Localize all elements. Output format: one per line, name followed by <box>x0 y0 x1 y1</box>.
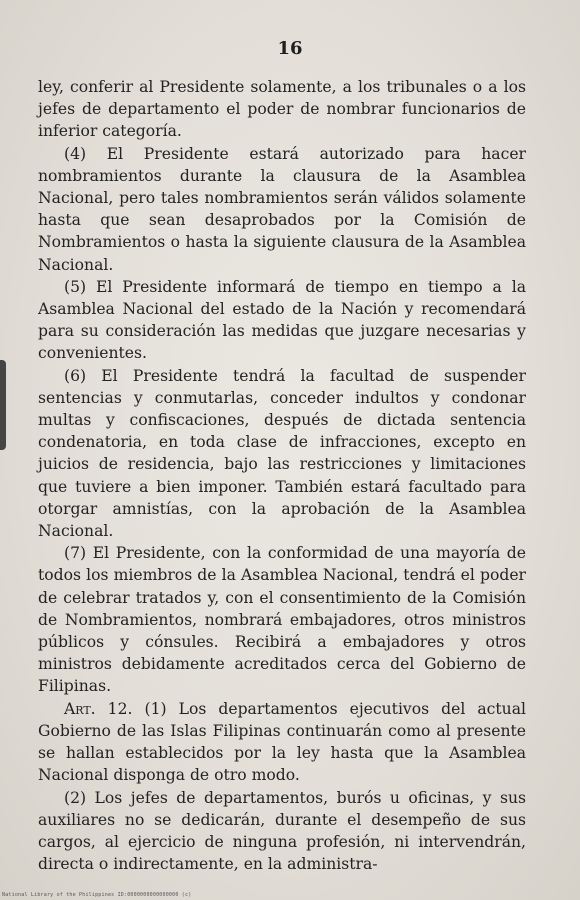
article-label: Art. <box>64 699 96 718</box>
article-12-paragraph-2: (2) Los jefes de departamentos, burós u oficinas, y sus auxiliares no se dedicarán, durante el desempeño de sus cargos, al ejercicio de ninguna profesión, ni intervendrán, directa o indirectamente, en la administra- <box>38 788 526 874</box>
article-12-text: 12. (1) Los departamentos ejecutivos del actual Gobierno de las Islas Filipinas continuarán como al presente se hallan establecidos por la ley hasta que la Asamblea Nacional disponga de otro modo. <box>38 699 526 785</box>
paragraph-7: (7) El Presidente, con la conformidad de una mayoría de todos los miembros de la Asamblea Nacional, tendrá el poder de celebrar tratados y, con el consentimiento de la Comisión de Nombramientos, nombrará embajadores, otros ministros públicos y cónsules. Recibirá a embajadores y otros ministros debidamente acreditados cerca del Gobierno de Filipinas. <box>38 544 526 696</box>
paragraph-continued: ley, conferir al Presidente solamente, a los tribunales o a los jefes de departamento el poder de nombrar funcionarios de inferior categoría. <box>38 78 526 141</box>
binding-shadow <box>0 360 6 450</box>
library-footer: National Library of the Philippines ID:0000000000000000 (c) <box>2 892 192 898</box>
paragraph-4: (4) El Presidente estará autorizado para hacer nombramientos durante la clausura de la Asamblea Nacional, pero tales nombramientos serán válidos solamente hasta que sean desaprobados por la Comisión de Nombramientos o hasta la siguiente clausura de la Asamblea Nacional. <box>38 144 526 274</box>
page-number: 16 <box>277 38 303 59</box>
paragraph-6: (6) El Presidente tendrá la facultad de suspender sentencias y conmutarlas, conceder indultos y condonar multas y confiscaciones, después de dictada sentencia condenatoria, en toda clase de infracciones, excepto en juicios de residencia, bajo las restricciones y limitaciones que tuviere a bien imponer. También estará facultado para otorgar amnistías, con la aprobación de la Asamblea Nacional. <box>38 366 526 541</box>
body-text <box>38 76 526 875</box>
article-12-paragraph-1 <box>38 698 526 787</box>
paragraph-5: (5) El Presidente informará de tiempo en tiempo a la Asamblea Nacional del estado de la Nación y recomendará para su consideración las medidas que juzgare necesarias y convenientes. <box>38 277 526 363</box>
